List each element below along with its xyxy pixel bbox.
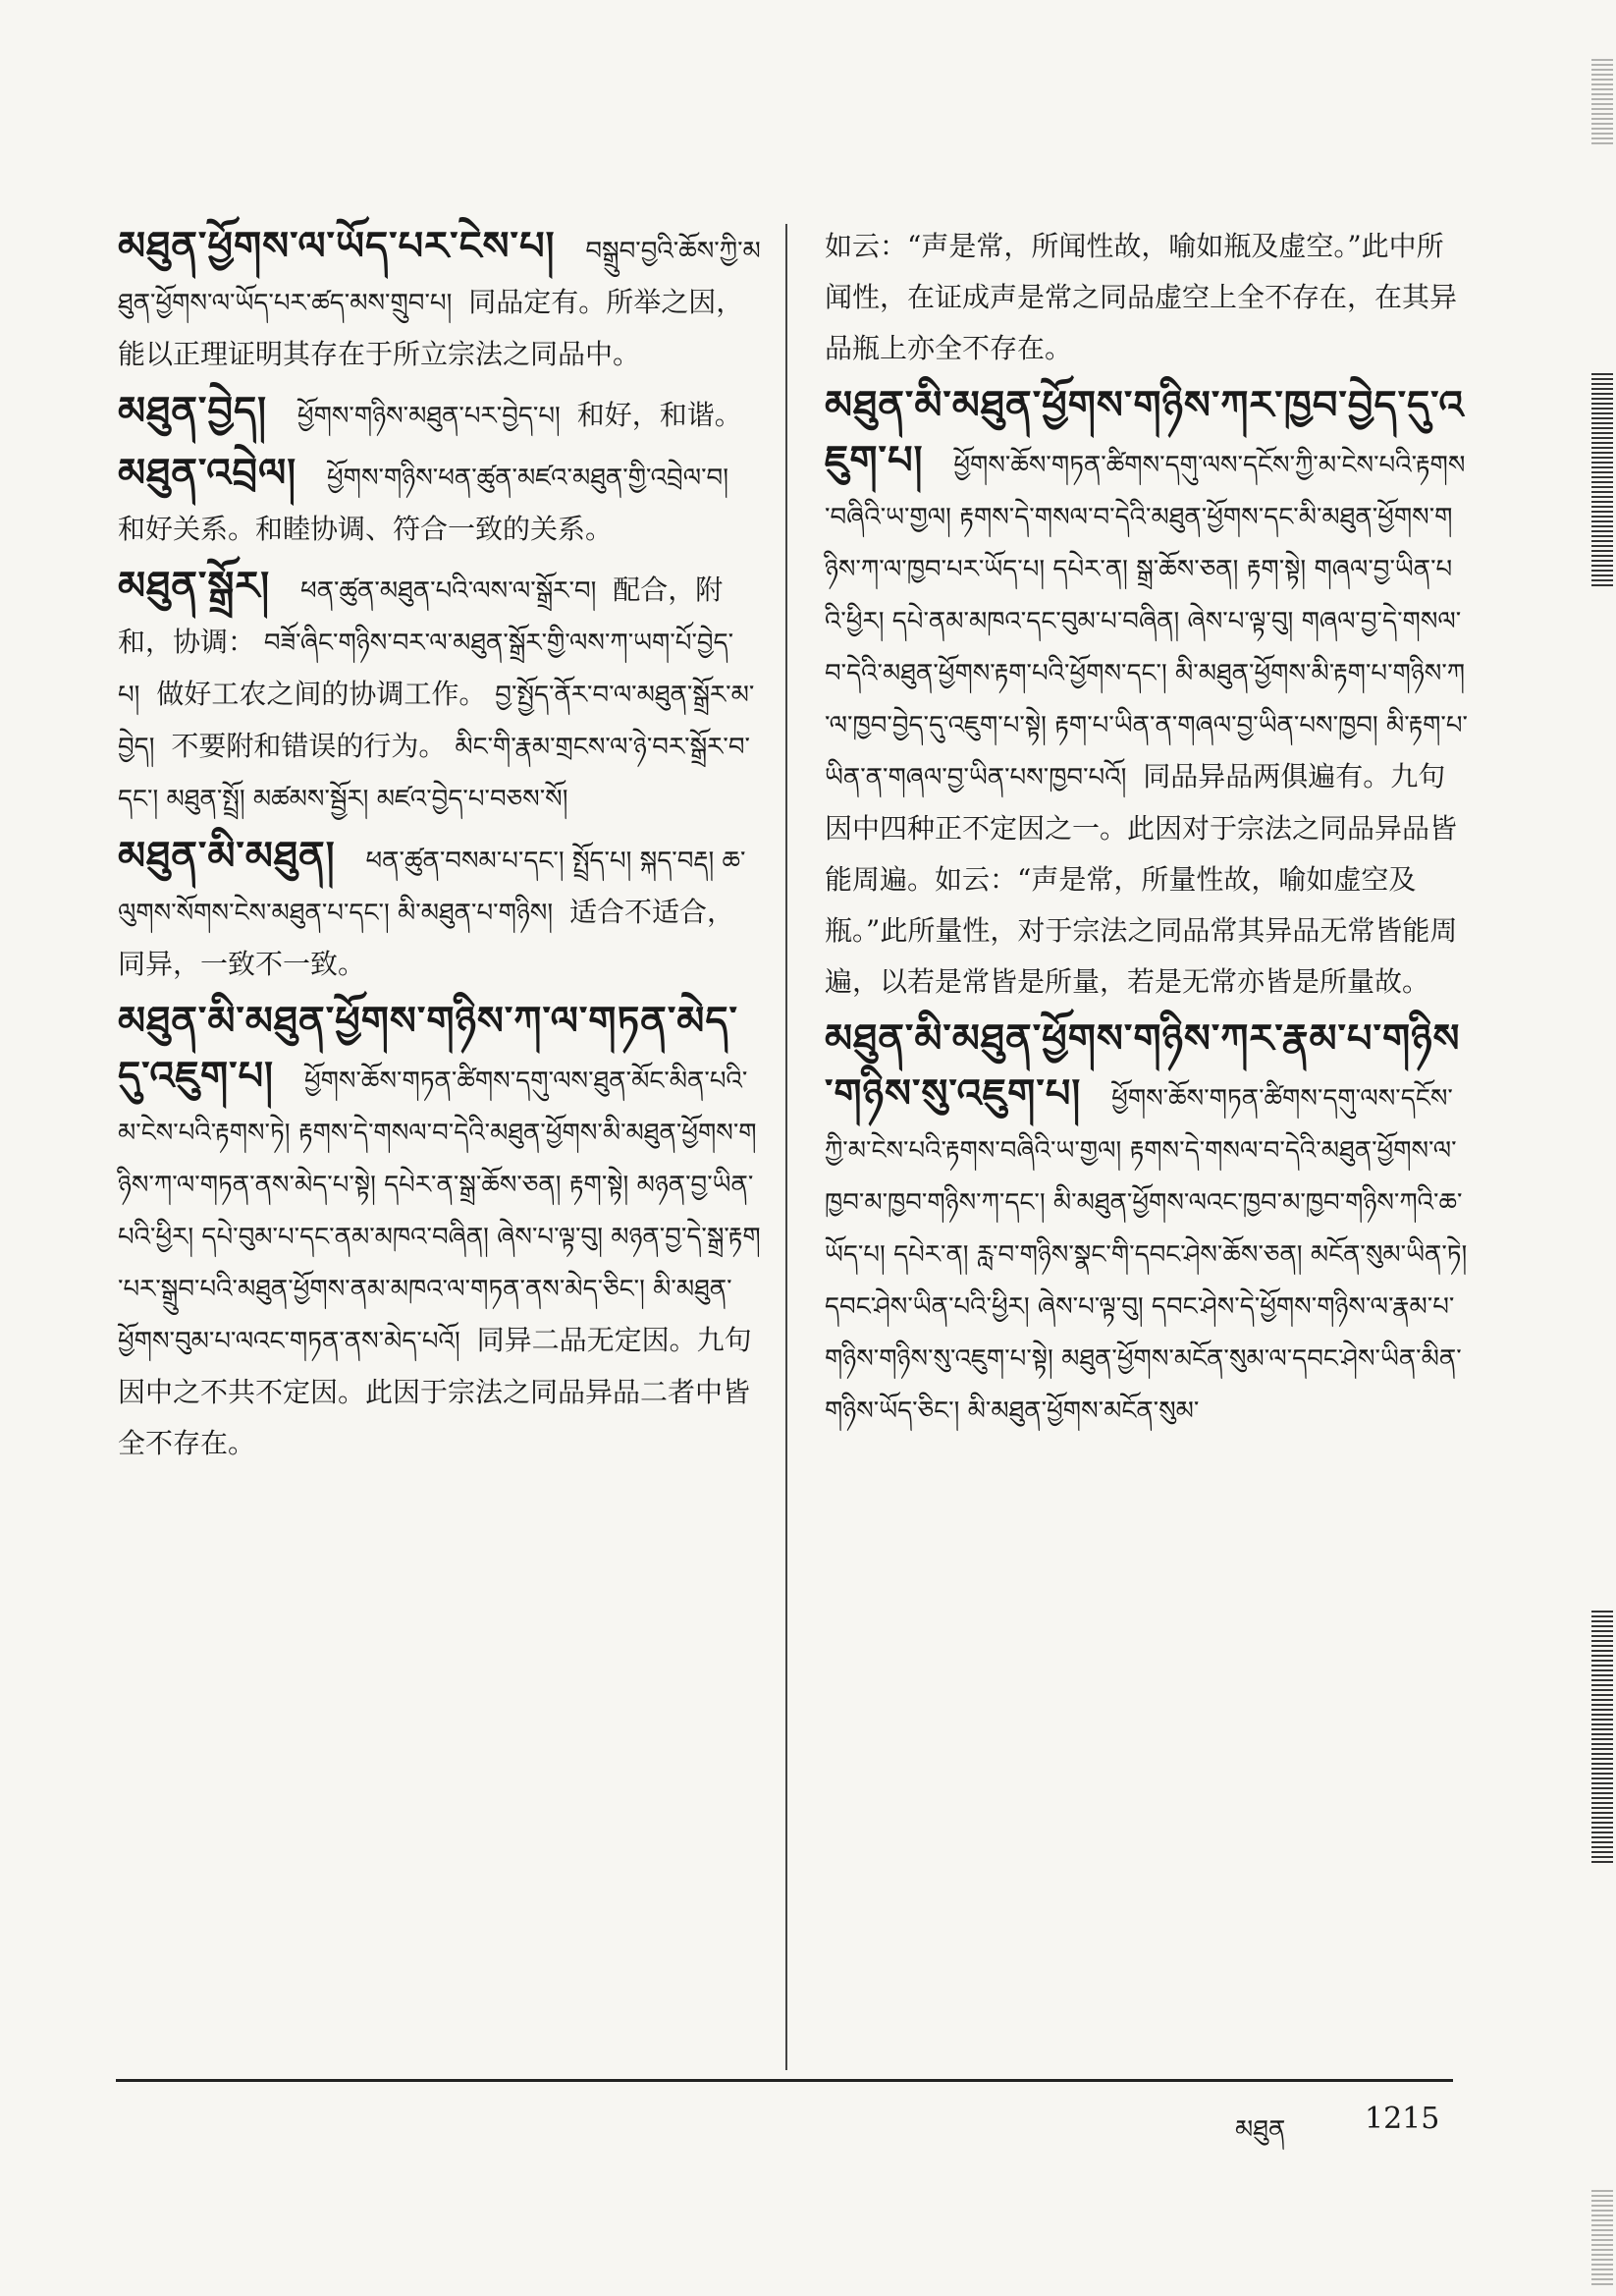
column-divider [785,224,787,2070]
chinese-continuation: 如云：“声是常，所闻性故，喻如瓶及虚空。”此中所闻性，在证成声是常之同品虚空上全不存在，在其异品瓶上亦全不存在。 [825,230,1458,364]
tibetan-definition: ཕྱོགས་ཆོས་གཏན་ཚིགས་དགུ་ལས་ཐུན་མོང་མིན་པའི་མ་ངེས་པའི་རྟགས་ཏེ། རྟགས་དེ་གསལ་བ་དེའི་མཐུན་ཕྱོགས་མི་མཐུན་ཕྱོགས་གཉིས་ཀ་ལ་གཏན་ནས་མེད་པ་སྟེ། དཔེར་ན་སྒྲ་ཆོས་ཅན། རྟག་སྟེ། མཉན་བྱ་ཡིན་པའི་ཕྱིར། དཔེ་བུམ་པ་དང་ནམ་མཁའ་བཞིན། ཞེས་པ་ལྟ་བུ། མཉན་བྱ་དེ་སྒྲ་རྟག་པར་སྒྲུབ་པའི་མཐུན་ཕྱོགས་ནམ་མཁའ་ལ་གཏན་ནས་མེད་ཅིང་། མི་མཐུན་ཕྱོགས་བུམ་པ་ལའང་གཏན་ནས་མེད་པའོ། [118,1066,761,1356]
running-head: མཐུན [1235,2115,1286,2145]
headword: མཐུན་འབྲེལ། [118,451,297,496]
tibetan-example: བྱ་སྤྱོད་ནོར་བ་ལ་མཐུན་སྒྲོར་མ་བྱེད། [118,681,755,762]
tibetan-definition: ཕྱོགས་ཆོས་གཏན་ཚིགས་དགུ་ལས་དངོས་ཀྱི་མ་ངེས་པའི་རྟགས་བཞིའི་ཡ་གྱལ། རྟགས་དེ་གསལ་བ་དེའི་མཐུན་ཕྱོགས་ལ་ཁྱབ་མ་ཁྱབ་གཉིས་ཀ་དང་། མི་མཐུན་ཕྱོགས་ལའང་ཁྱབ་མ་ཁྱབ་གཉིས་ཀའི་ཆ་ཡོད་པ། དཔེར་ན། རླ་བ་གཉིས་སྣང་གི་དབང་ཤེས་ཆོས་ཅན། མངོན་སུམ་ཡིན་ཏེ། དབང་ཤེས་ཡིན་པའི་ཕྱིར། ཞེས་པ་ལྟ་བུ། དབང་ཤེས་དེ་ཕྱོགས་གཉིས་ལ་རྣམ་པ་གཉིས་གཉིས་སུ་འཇུག་པ་སྟེ། མཐུན་ཕྱོགས་མངོན་སུམ་ལ་དབང་ཤེས་ཡིན་མིན་གཉིས་ཡོད་ཅིང་། མི་མཐུན་ཕྱོགས་མངོན་སུམ་ [825,1084,1468,1426]
margin-mark [1591,1611,1613,1866]
chinese-definition: 和好，和谐。 [576,399,742,431]
entry-continuation [825,221,1468,374]
chinese-example: 做好工农之间的协调工作。 [156,678,487,710]
chinese-definition: 同品异品两俱遍有。九句因中四种正不定因之一。此因对于宗法之同品异品皆能周遍。如云：“声是常，所量性故，喻如虚空及瓶。”此所量性，对于宗法之同品常其异品无常皆能周遍，以若是常皆是所量，若是无常亦皆是所量故。 [825,760,1458,998]
tibetan-definition: བསྒྲུབ་བྱའི་ཆོས་ཀྱི་མཐུན་ཕྱོགས་ལ་ཡོད་པར་ཚད་མས་གྲུབ་པ། [118,237,761,318]
chinese-definition: 适合不适合，同异，一致不一致。 [118,896,735,980]
headword: མཐུན་མི་མཐུན་ཕྱོགས་གཉིས་ཀར་རྣམ་པ་གཉིས་གཉིས་སུ་འཇུག་པ། [825,1016,1461,1117]
tibetan-definition: ཕྱོགས་གཉིས་ཕན་ཚུན་མཛའ་མཐུན་གྱི་འབྲེལ་བ། [327,464,728,493]
tibetan-definition: ཕྱོགས་ཆོས་གཏན་ཚིགས་དགུ་ལས་དངོས་ཀྱི་མ་ངེས་པའི་རྟགས་བཞིའི་ཡ་གྱལ། རྟགས་དེ་གསལ་བ་དེའི་མཐུན་ཕྱོགས་དང་མི་མཐུན་ཕྱོགས་གཉིས་ཀ་ལ་ཁྱབ་པར་ཡོད་པ། དཔེར་ན། སྒྲ་ཆོས་ཅན། རྟག་སྟེ། གཞལ་བྱ་ཡིན་པའི་ཕྱིར། དཔེ་ནམ་མཁའ་དང་བུམ་པ་བཞིན། ཞེས་པ་ལྟ་བུ། གཞལ་བྱ་དེ་གསལ་བ་དེའི་མཐུན་ཕྱོགས་རྟག་པའི་ཕྱོགས་དང་། མི་མཐུན་ཕྱོགས་མི་རྟག་པ་གཉིས་ཀ་ལ་ཁྱབ་བྱེད་དུ་འཇུག་པ་སྟེ། རྟག་པ་ཡིན་ན་གཞལ་བྱ་ཡིན་པས་ཁྱབ། མི་རྟག་པ་ཡིན་ན་གཞལ་བྱ་ཡིན་པས་ཁྱབ་པའོ། [825,451,1469,793]
entry [118,386,761,442]
headword: མཐུན་མི་མཐུན་ཕྱོགས་གཉིས་ཀར་ཁྱབ་བྱེད་དུ་འཇུག་པ། [825,383,1465,483]
entry [118,831,761,990]
headword: མཐུན་བྱེད། [118,389,267,434]
margin-mark [1591,373,1613,589]
tibetan-example: བཟོ་ཞིང་གཉིས་བར་ལ་མཐུན་སྒྲོར་གྱི་ལས་ཀ་ཡག་པོ་བྱེད་པ། [118,629,734,710]
page-number: 1215 [1365,2102,1440,2136]
entry [825,1013,1468,1437]
entry [118,221,761,380]
chinese-definition: 配合，附和，协调： [118,574,724,658]
tibetan-synonyms: མིང་གི་རྣམ་གྲངས་ལ་ཉེ་བར་སྒྲོར་བ་དང་། མཐུན་སྤྲོ། མཚམས་སྦྱོར། མཛའ་བྱེད་པ་བཅས་སོ། [118,733,750,814]
left-column [118,221,761,1475]
right-column [825,221,1468,1443]
headword: མཐུན་མི་མཐུན། [118,834,336,879]
entry [825,380,1468,1008]
chinese-definition: 和好关系。和睦协调、符合一致的关系。 [118,513,614,545]
tibetan-definition: ཕན་ཚུན་མཐུན་པའི་ལས་ལ་སྒྲོར་བ། [300,576,597,606]
tibetan-definition: ཕྱོགས་གཉིས་མཐུན་པར་བྱེད་པ། [296,402,561,431]
entry [118,448,761,555]
footer-rule [116,2079,1453,2082]
entry [118,561,761,825]
chinese-definition: 同品定有。所举之因，能以正理证明其存在于所立宗法之同品中。 [118,286,744,370]
entry [118,996,761,1469]
margin-mark [1591,59,1613,147]
headword: མཐུན་སྒྲོར། [118,564,271,609]
headword: མཐུན་ཕྱོགས་ལ་ཡོད་པར་ངེས་པ། [118,224,556,269]
tibetan-definition: ཕན་ཚུན་བསམ་པ་དང་། སྤྲོད་པ། སྐད་བརྡ། ཆ་ལུགས་སོགས་ངེས་མཐུན་པ་དང་། མི་མཐུན་པ་གཉིས། [118,847,746,928]
margin-mark [1591,2190,1613,2288]
chinese-example: 不要附和错误的行为。 [171,730,447,762]
headword: མཐུན་མི་མཐུན་ཕྱོགས་གཉིས་ཀ་ལ་གཏན་མེད་དུ་འཇུག་པ། [118,999,738,1099]
scan-margin-marks [1586,0,1616,2296]
chinese-definition: 同异二品无定因。九句因中之不共不定因。此因于宗法之同品异品二者中皆全不存在。 [118,1324,752,1459]
